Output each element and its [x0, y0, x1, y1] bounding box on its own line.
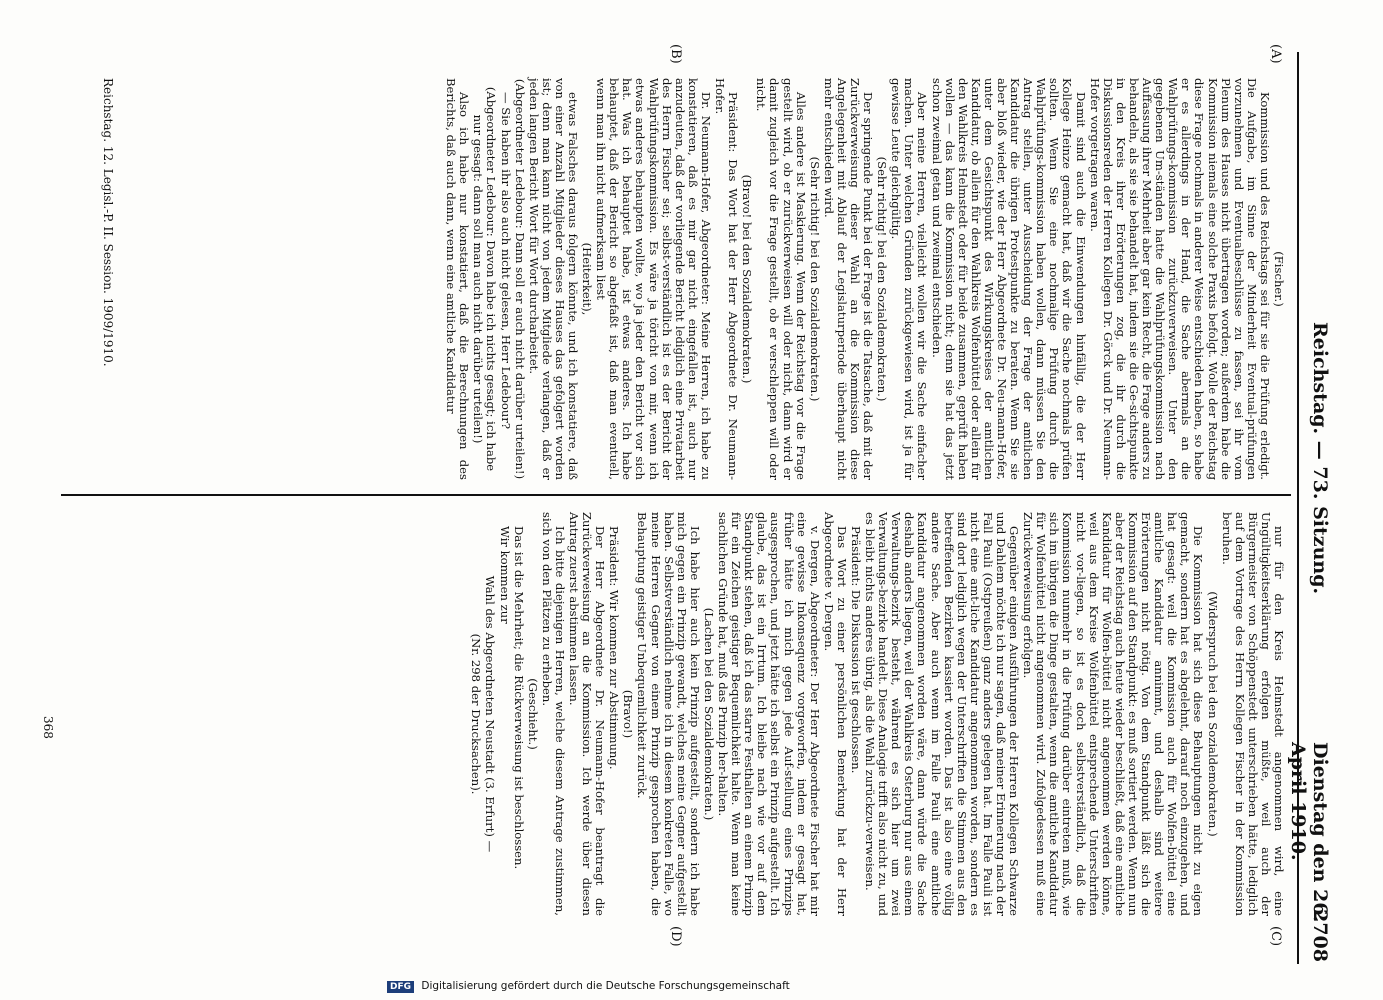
- paragraph: Ich habe hier auch kein Prinzip aufgestellt, sondern ich habe mich gegen ein Prinzip gewandt, welches meine Gegner aufgestellt haben. Selbstverständlich nehme ich in diesem konkreten Falle, wo meine Herren Gegner von einem Prinzip gesprochen haben, die Behauptung geistiger Unbequemlichkeit zurück.: [635, 512, 702, 916]
- interjection: (Fischer.): [1272, 251, 1286, 307]
- interjection: (Widerspruch bei den Sozialdemokraten.): [1205, 591, 1220, 837]
- digitization-credit: [387, 980, 790, 993]
- paragraph: Der Herr Abgeordnete Dr. Neumann-Hofer beantragt die Zurückverweisung an die Kommission. Ich werde über diesen Antrag zuerst abstimmen lassen.: [567, 512, 608, 916]
- margin-marker-a: (A): [1268, 44, 1283, 64]
- interjection: (Nr. 298 der Drucksachen).: [469, 633, 484, 795]
- paragraph: Gegenüber einigen Ausführungen der Herren Kollegen Schwarze und Dahlem möchte ich nur sagen, daß meiner Erinnerung nach der Fall Pauli (Ostpreußen) ganz anders gelegen hat. Im Falle Pauli ist nicht eine amt-liche Kandidatur angenommen worden, sondern es sind dort lediglich wegen der Unterschriften die Stimmen aus den betreffenden Bezirken kassiert worden. Das ist also eine völlig andere Sache. Aber auch wenn im Falle Pauli eine amtliche Kandidatur angenommen worden wäre, dann würde die Sache deshalb anders liegen, weil der Wahlkreis Osterburg nur aus einem Verwaltungs-bezirk besteht, während es sich hier um zwei Verwaltungs-bezirke handelt. Diese Analogie trifft also nicht zu, und es bleibt nichts anderes übrig, als die Wahl zurückzu-verweisen.: [863, 512, 1022, 916]
- right-column: [468, 512, 1285, 916]
- paragraph: nur für den Kreis Helmstedt angenommen wird, eine Ungültigkeitserklärung erfolgen müßte, weil auch der Bürgermeister von Schöppenstedt unterschrieben hätte, lediglich auf dem Vortrage des Herrn Kollegen Fischer in der Kommission beruhen.: [1219, 512, 1286, 916]
- paragraph: Präsident: Die Diskussion ist geschlossen.: [849, 526, 863, 774]
- footer-sheet-number: 368: [41, 716, 55, 739]
- header-date: Dienstag den 26. April 1910.: [1287, 742, 1331, 923]
- interjection: (Sehr richtig! bei den Sozialdemokraten.): [875, 156, 890, 402]
- interjection: (Sehr richtig! bei den Sozialdemokraten.): [807, 156, 822, 402]
- paragraph: — Sie haben ihr also auch nicht gelesen, Herr Ledebour?: [498, 92, 513, 430]
- credit-text: Digitalisierung gefördert durch die Deutsche Forschungsgemeinschaft: [421, 980, 790, 992]
- paragraph: Also ich habe nur konstatiert, daß die Berechnungen des Berichts, daß auch dann, wenn eine amtliche Kandidatur: [444, 78, 472, 480]
- page-number: 2708: [1309, 909, 1331, 962]
- interjection: (Geschieht.): [525, 678, 540, 750]
- paragraph: Präsident: Das Wort hat der Herr Abgeordnete Dr. Neumann-Hofer.: [713, 78, 741, 480]
- paragraph: Damit sind auch die Einwendungen hinfällig, die der Herr Kollege Heinze gemacht hat, daß wir die Sache nochmals prüfen sollten. Wenn Sie eine nochmalige Prüfung durch die Wahlprüfungs-kommission haben wollen, dann müssen Sie den Antrag stellen, unter Ausscheidung der Frage der amtlichen Kandidatur die übrigen Protestpunkte zu beraten. Wenn Sie sie aber bloß wieder, wie der Herr Abgeordnete Dr. Neu-mann-Hofer, unter dem Gesichtspunkt des Wirkungskreises der amtlichen Kandidatur, ob allein für den Wahlkreis Wolfenbüttel oder allein für den Wahlkreis Helmstedt oder für beide zusammen, geprüft haben wollen — das kann die Kommission nicht; denn sie hat das jetzt schon zweimal getan und zweimal entschieden.: [929, 78, 1088, 480]
- dfg-logo: DFG: [387, 981, 414, 993]
- margin-marker-d: (D): [668, 926, 683, 947]
- paragraph: Wir kommen zur: [497, 526, 512, 624]
- paragraph: Alles andere ist Maskierung. Wenn der Reichstag vor die Frage gestellt wird, ob er zurückverweisen will oder nicht, dann wird er damit zugleich vor die Frage gestellt, ob er verschleppen will oder nicht.: [754, 78, 808, 480]
- interjection: Wahl des Abgeordneten Neustadt (3. Erfurt) —: [483, 575, 498, 853]
- margin-marker-b: (B): [668, 44, 683, 64]
- paragraph: Ich bitte diejenigen Herren, welche diesem Antrage zustimmen, sich von den Plätzen zu erheben.: [539, 512, 567, 916]
- paragraph: Kommission und des Reichstags sei für sie die Prüfung erledigt. Die Aufgabe, im Sinne der Minderheit Eventual-prüfungen vorzunehmen und Eventualbeschlüsse zu fassen, sei ihr vom Plenum des Hauses nicht übertragen worden; außerdem habe die Kommission niemals eine solche Praxis befolgt. Wolle der Reichstag diese Frage nochmals in anderer Weise entschieden haben, so habe er es allerdings in der Hand, die Sache abermals an die Wahlprüfungs-kommission zurückzuverweisen. Unter den gegebenen Um-ständen hatte die Wahlprüfungskommission nach Auffassung ihrer Mehrheit aber gar kein Recht, die Frage anders zu behandeln, als sie sie behandelt hat, indem sie die Ge-sichtspunkte in den Kreis ihrer Erörterungen zog, die ihr durch die Diskussionsreden der Herren Kollegen Dr. Görck und Dr. Neumann-Hofer vorgetragen waren.: [1087, 78, 1272, 480]
- paragraph: Der springende Punkt bei der Frage ist die Tatsache, daß mit der Zurückverweisung dieser Wahl an die Kommission diese Angelegenheit mit Ablauf der Legislaturperiode überhaupt nicht mehr entschieden wird.: [821, 78, 876, 480]
- page-header: [1287, 52, 1335, 964]
- column-divider: [61, 494, 1291, 496]
- paragraph: Das ist die Mehrheit; die Rückverweisung ist beschlossen.: [511, 526, 526, 870]
- interjection: (Heiterkeit),: [580, 242, 595, 316]
- header-left-title: Reichstag. — 73. Sitzung.: [1309, 322, 1331, 595]
- paragraph: Das Wort zu einer persönlichen Bemerkung hat der Herr Abgeordnete v. Dergen.: [821, 512, 849, 916]
- paragraph: Dr. Neumann-Hofer, Abgeordneter: Meine Herren, ich habe zu konstatieren, daß es mir gar nicht eingefallen ist, auch nur anzudeuten, daß der vorliegende Bericht lediglich eine Privatarbeit des Herrn Fischer sei; selbst-verständlich ist es der Bericht der Wahlprüfungskommission. Es wäre ja töricht von mir, wenn ich etwas anderes behaupten wollte, wo ja jeder den Bericht vor sich hat. Was ich behauptet habe, ist etwas anderes. Ich habe behauptet, daß der Bericht so abgefaßt ist, daß man eventuell, wenn man ihn nicht aufmerksam liest: [594, 78, 713, 480]
- paragraph: v. Dergen, Abgeordneter: Der Herr Abgeordnete Fischer hat mir eine gewisse Inkonsequenz vorgeworfen, indem er gesagt hat, früher hätte ich mich gegen jede Auf-stellung eines Prinzips ausgesprochen, und jetzt hätte ich selbst ein Prinzip aufgestellt. Ich glaube, das ist ein Irrtum. Ich bleibe nach wie vor auf dem Standpunkt stehen, daß ich das starre Festhalten an einem Prinzip für ein Zeichen geistiger Bequemlichkeit halte. Wenn man keine sachlichen Gründe hat, muß das Prinzip her-halten.: [716, 512, 822, 916]
- paragraph: etwas Falsches daraus folgern könnte, und ich konstatiere, daß von einer Anzahl Mitglieder dieses Hauses das gefolgert worden ist; denn man kann nicht von jedem Mitgliede verlangen, daß er jeden langen Bericht Wort für Wort durcharbeitet.: [526, 78, 581, 480]
- interjection: (Abgeordneter Ledebour: Dann soll er auch nicht darüber urteilen!): [512, 78, 527, 480]
- footer-legislature-note: Reichstag. 12. Legisl.-P. II. Session. 1909/1910.: [101, 78, 115, 367]
- interjection: (Lachen bei den Sozialdemokraten.): [701, 607, 716, 821]
- paragraph: Die Kommission hat sich diese Behauptungen nicht zu eigen gemacht, sondern hat es abgelehnt, darauf noch einzugehen, und hat gesagt: weil die Kommission auch für Wolfen-büttel eine amtliche Kandidatur annimmt, und deshalb sind weitere Erörterungen nicht nötig. Von dem Standpunkt läßt sich die Kommission auf den Standpunkt: es muß sortiert werden. Wenn nun aber der Reichstag auch heute wieder beschließt, daß eine amtliche Kandidatur für Wolfen-büttel nicht angenommen werden könne, weil aus dem Kreise Wolfenbüttel entsprechende Unterschriften nicht vor-liegen, so ist es doch selbstverständlich, daß die Kommission nunmehr in die Prüfung darüber eintreten muß, wie sich im übrigen die Dinge gestalten, wenn die amtliche Kandidatur für Wolfenbüttel nicht angenommen wird. Zufolgedessen muß eine Zurückverweisung erfolgen.: [1021, 512, 1206, 916]
- interjection: (Abgeordneter Ledebour: Davon habe ich nichts gesagt; ich habe nur gesagt: dann soll man auch nicht darüber urteilen!): [471, 86, 499, 472]
- paragraph: Präsident: Wir kommen zur Abstimmung.: [607, 526, 622, 770]
- footer-left: [101, 78, 115, 367]
- interjection: (Bravo!): [621, 689, 636, 739]
- interjection: (Bravo! bei den Sozialdemokraten.): [740, 174, 755, 384]
- paragraph: Aber meine Herren, vielleicht wollen wir die Sache einfacher machen. Unter welchen Gründen zurückgewiesen wird, ist ja für gewisse Leute gleichgültig.: [889, 78, 930, 480]
- left-column: [443, 78, 1285, 480]
- margin-marker-c: (C): [1268, 926, 1283, 947]
